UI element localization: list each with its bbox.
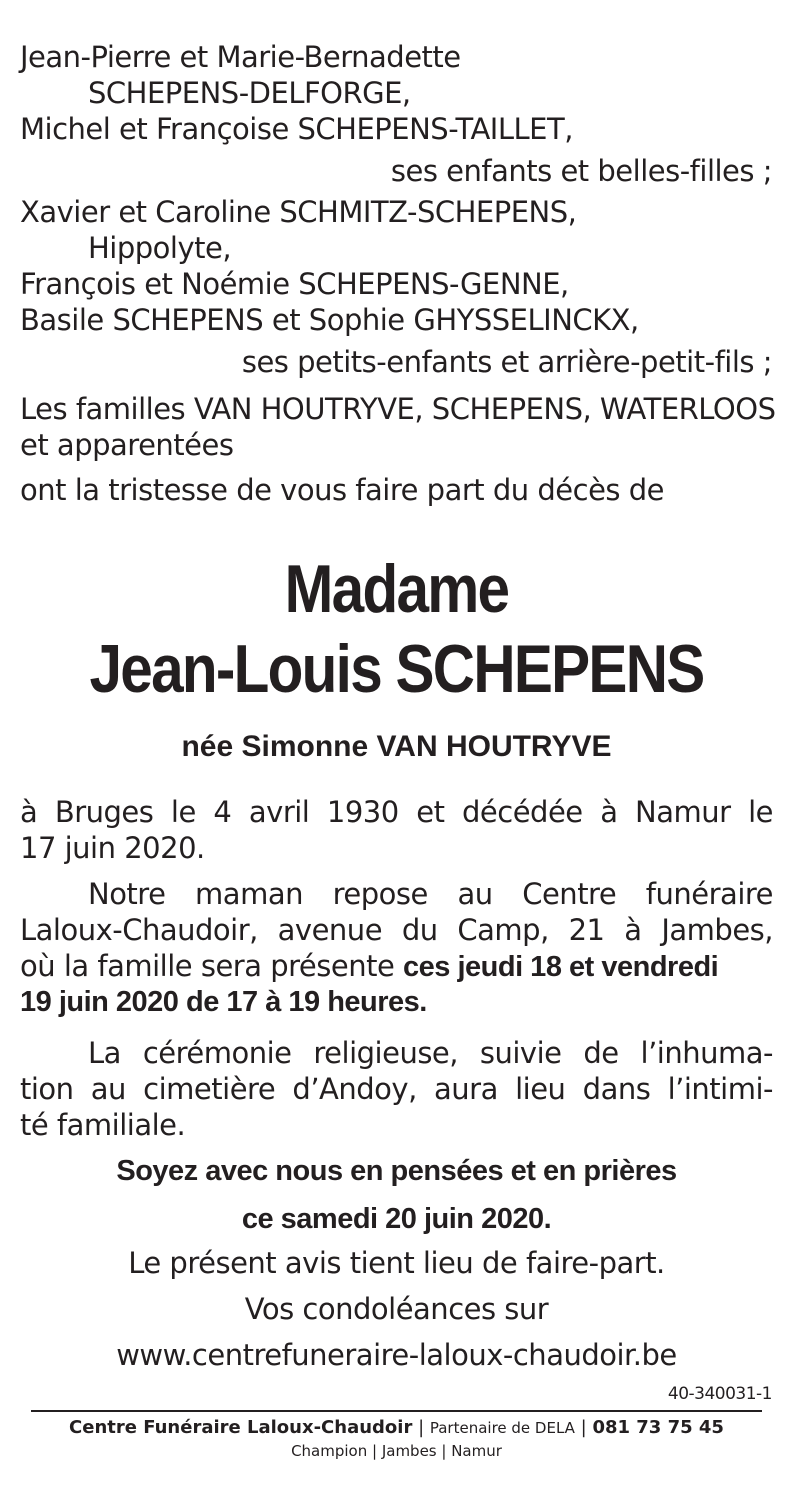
family-line-8: Basile SCHEPENS et Sophie GHYSSELINCKX,	[20, 303, 639, 337]
ceremony-line-2: tion au cimetière d’Andoy, aura lieu dans l’intimi-	[20, 1072, 773, 1106]
family-line-10: Les familles VAN HOUTRYVE, SCHEPENS, WATERLOOS	[20, 392, 776, 426]
family-line-7: François et Noémie SCHEPENS-GENNE,	[20, 267, 569, 301]
visitation-hours: 19 juin 2020 de 17 à 19 heures.	[20, 986, 427, 1018]
family-line-6: Hippolyte,	[88, 231, 232, 265]
footer-divider	[31, 1410, 762, 1412]
footer-separator-2: |	[574, 1417, 593, 1438]
website-link[interactable]: www.centrefuneraire-laloux-chaudoir.be	[116, 1338, 677, 1372]
prayer-line-1: Soyez avec nous en pensées et en prières	[116, 1155, 677, 1187]
family-line-9: ses petits-enfants et arrière-petit-fils ;	[241, 345, 772, 379]
footer-separator-1: |	[412, 1417, 430, 1438]
rest-line-1: Notre maman repose au Centre funéraire	[88, 877, 773, 911]
footer-locations: Champion | Jambes | Namur	[291, 1442, 502, 1460]
footer-company: Centre Funéraire Laloux-Chaudoir	[69, 1417, 413, 1438]
ceremony-line-3: té familiale.	[20, 1108, 186, 1142]
family-line-2: SCHEPENS-DELFORGE,	[88, 76, 411, 110]
ceremony-line-1: La cérémonie religieuse, suivie de l’inhuma-	[88, 1036, 773, 1070]
family-line-1: Jean-Pierre et Marie-Bernadette	[20, 40, 461, 74]
reference-number: 40-340031-1	[667, 1384, 772, 1404]
deceased-maiden-name: née Simonne VAN HOUTRYVE	[181, 730, 612, 763]
visitation-dates: ces jeudi 18 et vendredi	[403, 951, 719, 983]
rest-line-3-plain: où la famille sera présente	[20, 949, 404, 983]
footer-partner: Partenaire de DELA	[429, 1419, 575, 1437]
condolences-line: Vos condoléances sur	[244, 1292, 549, 1326]
family-line-5: Xavier et Caroline SCHMITZ-SCHEPENS,	[20, 195, 577, 229]
birth-line-1: à Bruges le 4 avril 1930 et décédée à Namur le	[20, 795, 773, 829]
family-line-4: ses enfants et belles-filles ;	[390, 154, 772, 188]
deceased-name: Jean-Louis SCHEPENS	[89, 631, 704, 707]
notice-line: Le présent avis tient lieu de faire-part.	[128, 1246, 665, 1280]
deceased-title: Madame	[284, 551, 509, 627]
footer-main	[1, 1417, 791, 1439]
rest-line-3	[20, 948, 718, 985]
family-line-11: et apparentées	[20, 428, 234, 462]
prayer-line-2: ce samedi 20 juin 2020.	[241, 1203, 552, 1235]
rest-line-2: Laloux-Chaudoir, avenue du Camp, 21 à Jambes,	[20, 913, 773, 947]
birth-line-2: 17 juin 2020.	[20, 831, 205, 865]
footer-phone: 081 73 75 45	[592, 1417, 724, 1438]
announcement-line: ont la tristesse de vous faire part du décès de	[20, 473, 664, 507]
family-line-3: Michel et Françoise SCHEPENS-TAILLET,	[20, 112, 573, 146]
